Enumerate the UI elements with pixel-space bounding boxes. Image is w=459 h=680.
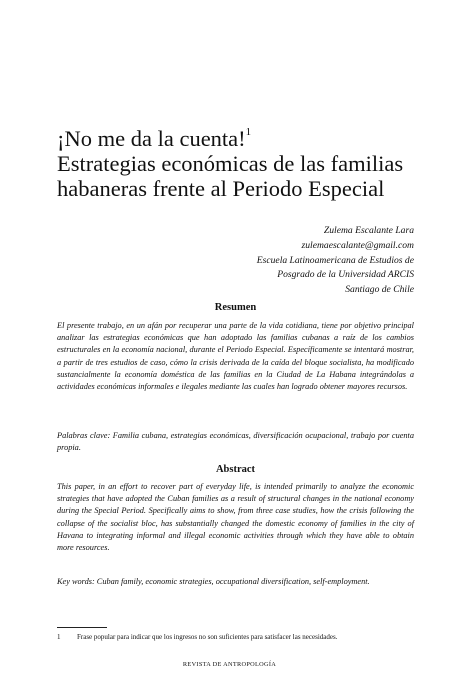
abstract-keywords: Key words: Cuban family, economic strategies, occupational diversification, self-employment. [57,577,370,586]
affiliation-line-1: Escuela Latinoamericana de Estudios de [256,254,414,266]
abstract-body: This paper, in an effort to recover part of everyday life, is intended primarily to analyze the economic strategies that have adopted the Cuban families as a result of structural changes in the national economy during the Special Period. Specifically aims to show, from three case studies, how the crisis following the collapse of the socialist bloc, has substantially changed the domestic economy of families in the city of Havana to integrating informal and illegal economic activities through which they have able to obtain more resources. [57,482,414,553]
resumen-body: El presente trabajo, en un afán por recuperar una parte de la vida cotidiana, tiene por objetivo principal analizar las estrategias económicas que han adoptado las familias cubanas a raíz de los cambios estructurales en la economía nacional, durante el Periodo Especial. Específicamente se intentará mostrar, a partir de tres estudios de caso, cómo la crisis derivada de la caída del bloque socialista, ha modificado sustancialmente la economía doméstica de las familias en la Ciudad de La Habana integrándolas a actividades económicas informales e ilegales mediante las cuales han logrado obtener mayores recursos. [57,321,414,392]
title-line-2: Estrategias económicas de las familias [57,151,404,176]
footnote-divider [57,627,107,628]
abstract-heading: Abstract [215,464,256,475]
footnote-marker: 1 [245,126,252,138]
resumen-heading: Resumen [214,302,257,313]
author-name: Zulema Escalante Lara [323,225,414,236]
article-title [57,126,437,201]
author-email: zulemaescalante@gmail.com [301,239,414,251]
affiliation-line-3: Santiago de Chile [345,284,414,296]
footnote [57,633,427,642]
title-line-3: habaneras frente al Periodo Especial [57,176,385,201]
resumen-keywords: Palabras clave: Familia cubana, estrategias económicas, diversificación ocupacional, trabajo por cuenta propia. [57,431,414,453]
author-block [114,224,414,298]
footnote-text: Frase popular para indicar que los ingresos no son suficientes para satisfacer las necesidades. [77,633,338,641]
footnote-number: 1 [57,633,61,641]
title-line-1: ¡No me da la cuenta!$^1$ [57,126,252,151]
affiliation-line-2: Posgrado de la Universidad ARCIS [277,269,414,281]
running-footer: REVISTA DE ANTROPOLOGÍA [182,661,277,668]
